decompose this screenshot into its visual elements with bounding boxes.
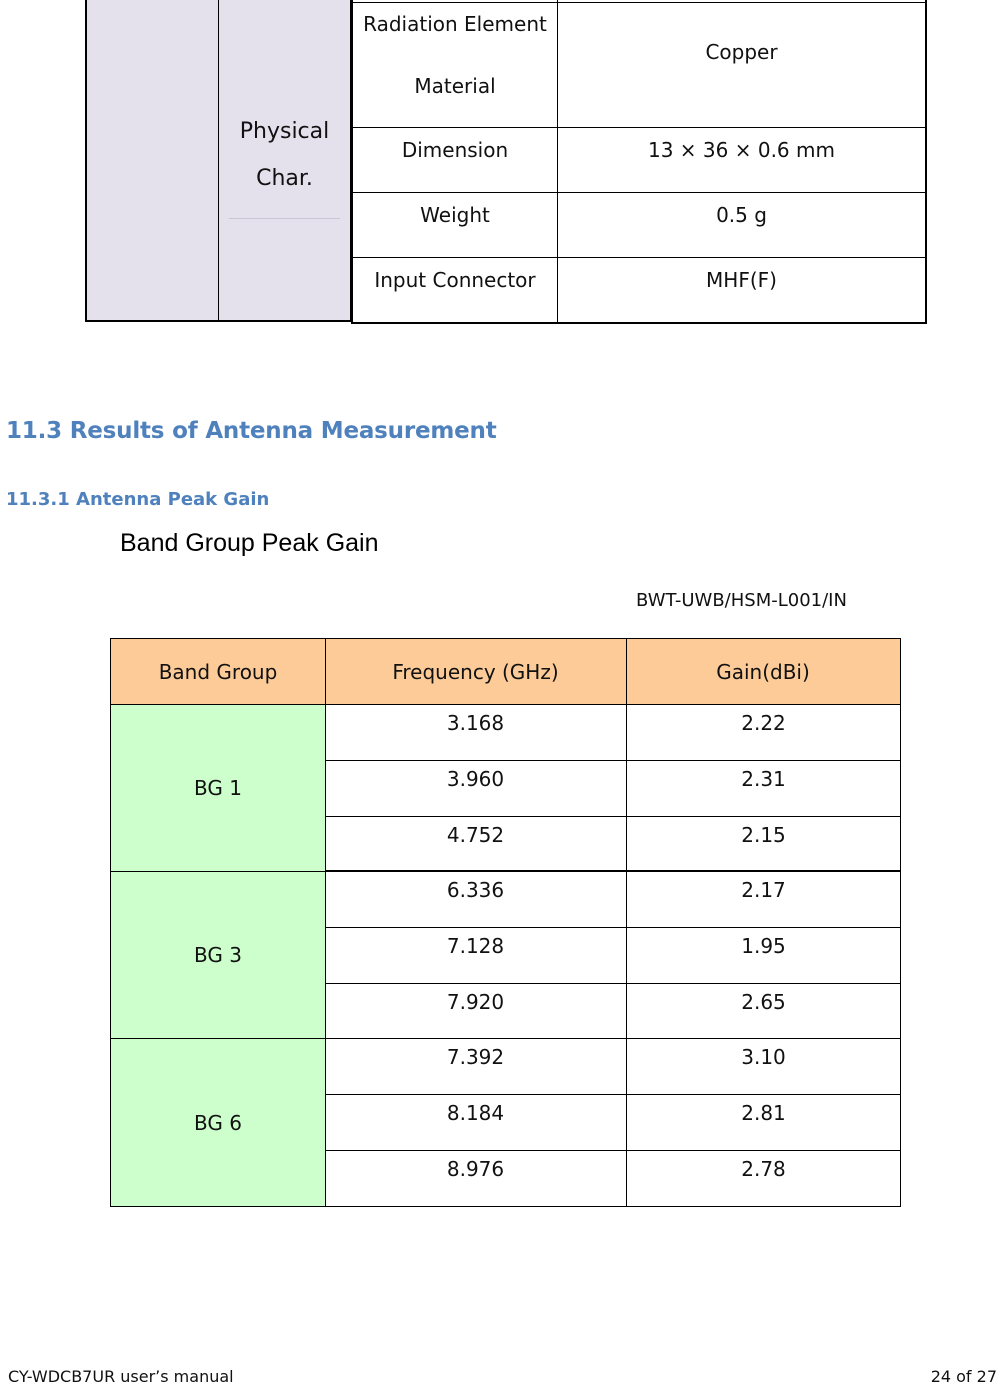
table-header-row <box>111 639 900 705</box>
spec-value-connector: MHF(F) <box>706 268 777 292</box>
spec-key-connector: Input Connector <box>374 268 536 292</box>
spec-row-material <box>353 8 557 100</box>
section-heading: 11.3 Results of Antenna Measurement <box>6 418 497 444</box>
gain-cell: 2.17 <box>741 878 786 902</box>
table-title: Band Group Peak Gain <box>120 529 379 557</box>
footer-document-name: CY-WDCB7UR user’s manual <box>8 1367 234 1386</box>
gain-cell: 1.95 <box>741 934 786 958</box>
physical-char-table <box>85 0 927 324</box>
frequency-cell: 7.128 <box>446 934 505 958</box>
physical-spec-grid <box>351 0 927 324</box>
spec-value-weight: 0.5 g <box>716 203 767 227</box>
gain-cell: 2.31 <box>741 767 786 791</box>
frequency-cell: 4.752 <box>446 823 505 847</box>
band-group-cell: BG 6 <box>111 1039 325 1206</box>
frequency-cell: 6.336 <box>446 878 505 902</box>
gain-cell: 2.15 <box>741 823 786 847</box>
gain-cell: 3.10 <box>741 1045 786 1069</box>
table-row <box>325 705 900 761</box>
frequency-cell: 3.960 <box>446 767 505 791</box>
physical-category-label <box>219 108 350 202</box>
table-row <box>325 761 900 817</box>
header-gain: Gain(dBi) <box>716 660 810 684</box>
physical-category-cell <box>219 0 351 322</box>
table-row <box>325 928 900 984</box>
band-group-cell: BG 1 <box>111 705 325 872</box>
spec-value-dimension: 13 × 36 × 0.6 mm <box>648 138 835 162</box>
table-row <box>325 1039 900 1095</box>
gain-cell: 2.78 <box>741 1157 786 1181</box>
frequency-cell: 7.392 <box>446 1045 505 1069</box>
peak-gain-table <box>110 638 901 1207</box>
spec-key-dimension: Dimension <box>401 138 509 162</box>
table-row <box>325 984 900 1039</box>
spec-key-material-2: Material <box>414 74 496 98</box>
table-row <box>325 817 900 872</box>
band-group-cell: BG 3 <box>111 872 325 1039</box>
footer-page-number: 24 of 27 <box>930 1367 997 1386</box>
table-row <box>325 1151 900 1206</box>
physical-blank-cell <box>85 0 219 322</box>
category-line-1: Physical <box>239 119 330 144</box>
frequency-cell: 3.168 <box>446 711 505 735</box>
spec-key-weight: Weight <box>420 203 490 227</box>
spec-key-material-1: Radiation Element <box>363 12 547 36</box>
category-line-2: Char. <box>256 166 313 191</box>
header-frequency: Frequency (GHz) <box>392 660 559 684</box>
subsection-heading: 11.3.1 Antenna Peak Gain <box>6 489 270 510</box>
header-band-group: Band Group <box>158 660 278 684</box>
gain-cell: 2.22 <box>741 711 786 735</box>
model-number: BWT-UWB/HSM-L001/IN <box>636 590 847 611</box>
gain-cell: 2.65 <box>741 990 786 1014</box>
gain-cell: 2.81 <box>741 1101 786 1125</box>
frequency-cell: 8.976 <box>446 1157 505 1181</box>
table-row <box>325 1095 900 1151</box>
frequency-cell: 7.920 <box>446 990 505 1014</box>
frequency-cell: 8.184 <box>446 1101 505 1125</box>
table-row <box>325 872 900 928</box>
spec-value-material: Copper <box>705 40 778 64</box>
